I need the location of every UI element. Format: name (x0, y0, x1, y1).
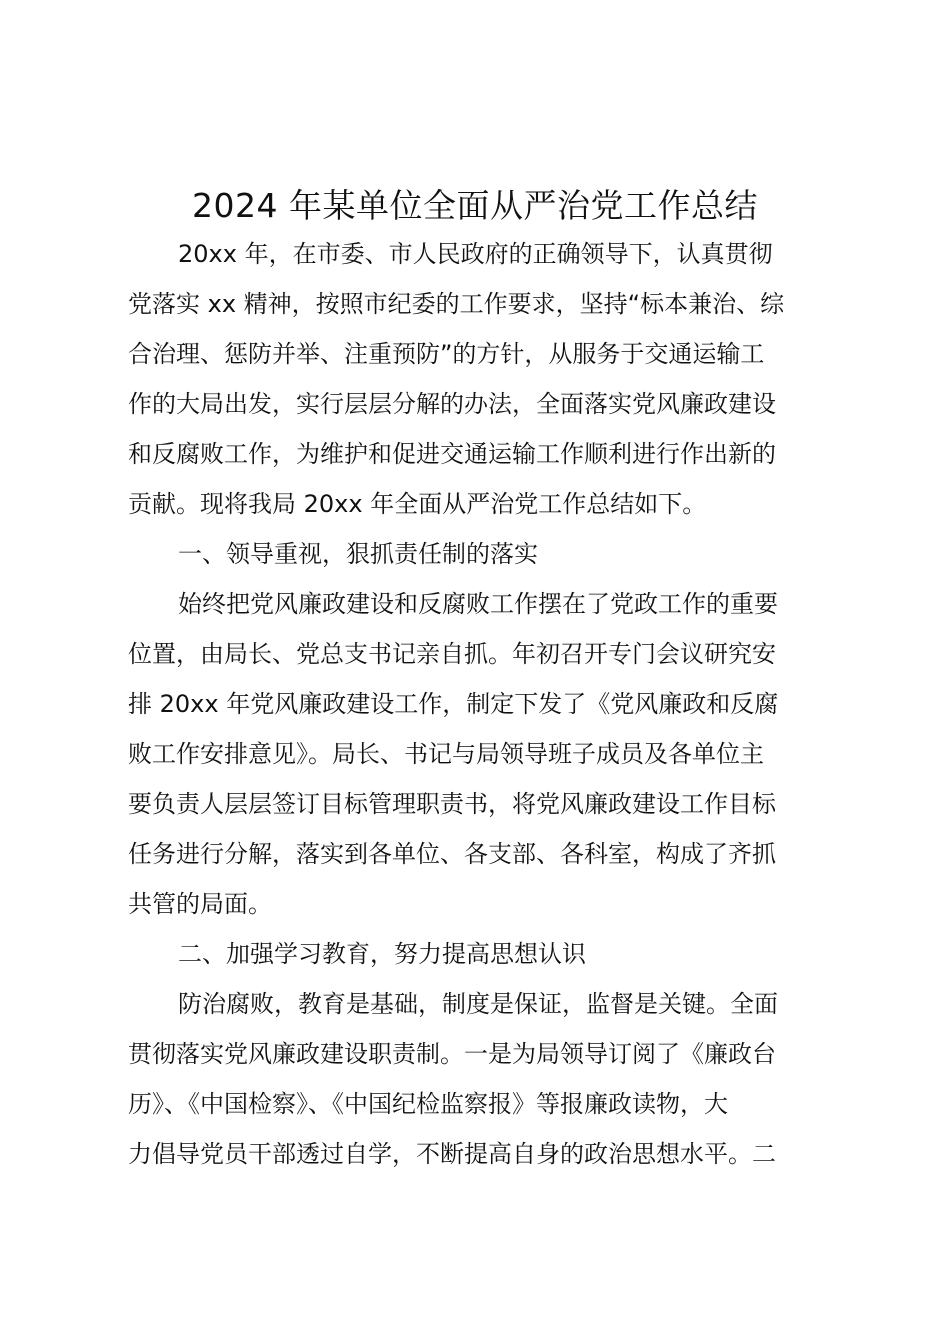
paragraph-line: 位置，由局长、党总支书记亲自抓。年初召开专门会议研究安 (128, 640, 776, 668)
paragraph-line: 20xx 年，在市委、市人民政府的正确领导下，认真贯彻 (178, 240, 773, 268)
paragraph-line: 贯彻落实党风廉政建设职责制。一是为局领导订阅了《廉政台 (128, 1040, 776, 1068)
paragraph-line: 要负责人层层签订目标管理职责书，将党风廉政建设工作目标 (128, 790, 776, 818)
paragraph-line: 力倡导党员干部透过自学，不断提高自身的政治思想水平。二 (128, 1140, 776, 1168)
section-heading: 二、加强学习教育，努力提高思想认识 (178, 940, 586, 968)
paragraph-line: 共管的局面。 (128, 890, 272, 918)
paragraph-line: 党落实 xx 精神，按照市纪委的工作要求，坚持“标本兼治、综 (128, 290, 785, 318)
section-heading: 一、领导重视，狠抓责任制的落实 (178, 540, 538, 568)
paragraph-line: 合治理、惩防并举、注重预防”的方针，从服务于交通运输工 (128, 340, 765, 368)
paragraph-line: 和反腐败工作，为维护和促进交通运输工作顺利进行作出新的 (128, 440, 776, 468)
paragraph-line: 作的大局出发，实行层层分解的办法，全面落实党风廉政建设 (128, 390, 776, 418)
paragraph-line: 历》、《中国检察》、《中国纪检监察报》等报廉政读物，大 (128, 1090, 728, 1118)
paragraph-line: 贡献。现将我局 20xx 年全面从严治党工作总结如下。 (128, 490, 707, 518)
paragraph-line: 始终把党风廉政建设和反腐败工作摆在了党政工作的重要 (178, 590, 778, 618)
paragraph-line: 排 20xx 年党风廉政建设工作，制定下发了《党风廉政和反腐 (128, 690, 779, 718)
paragraph-line: 防治腐败，教育是基础，制度是保证，监督是关键。全面 (178, 990, 778, 1018)
paragraph-line: 任务进行分解，落实到各单位、各支部、各科室，构成了齐抓 (128, 840, 776, 868)
paragraph-line: 败工作安排意见》。局长、书记与局领导班子成员及各单位主 (128, 740, 764, 768)
document-title: 2024 年某单位全面从严治党工作总结 (192, 186, 758, 225)
